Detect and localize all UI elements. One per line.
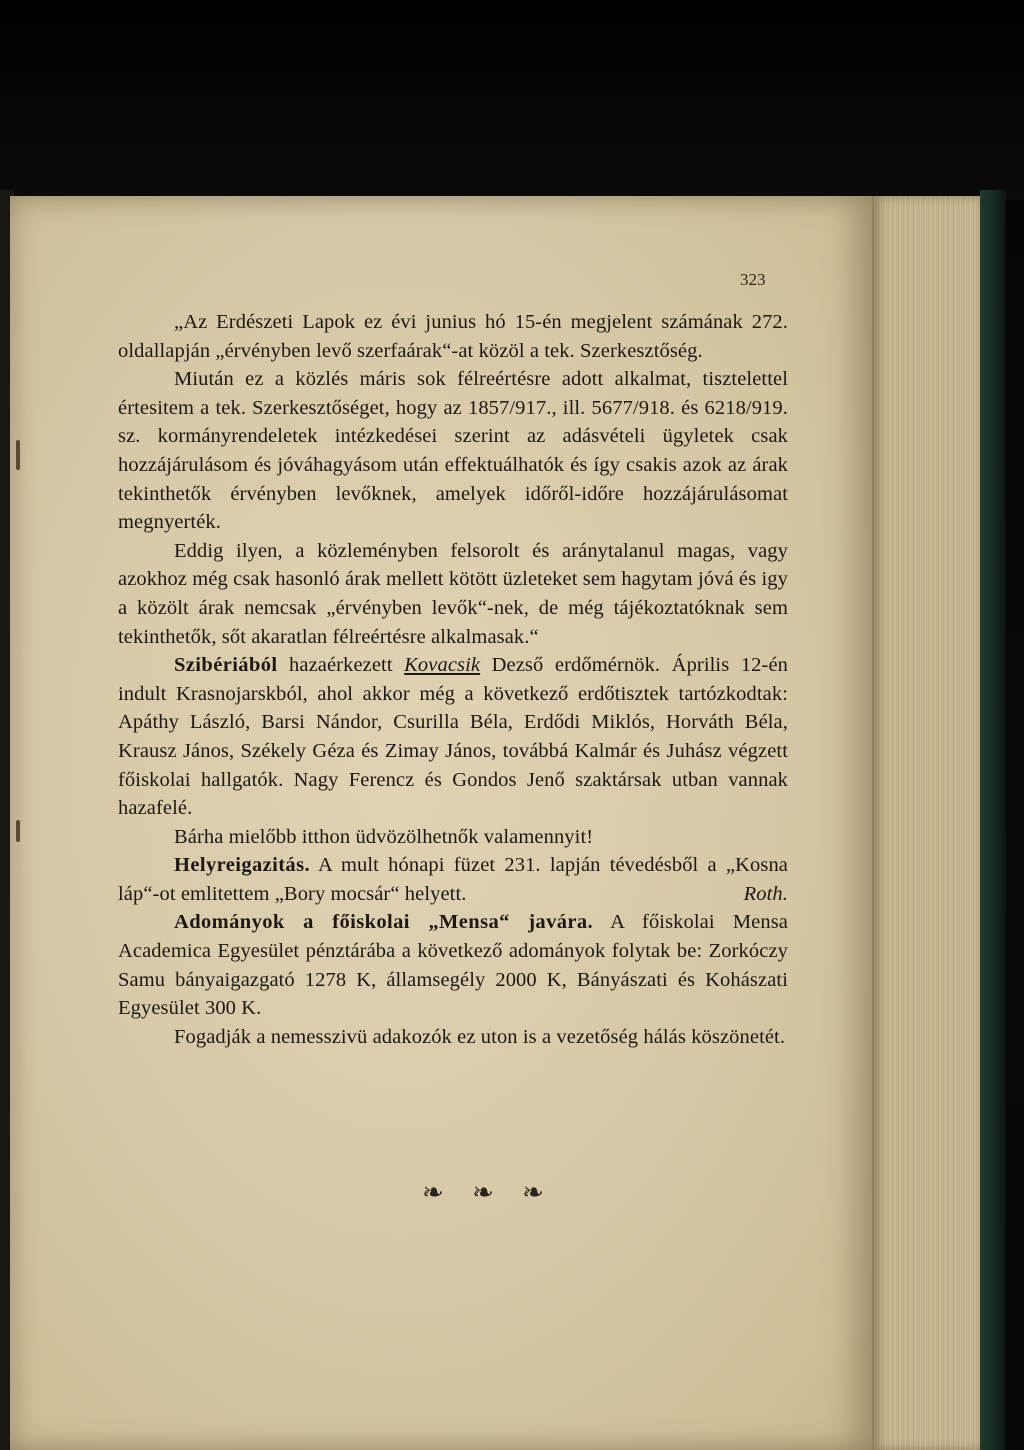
siberia-name: Kovacsik — [404, 654, 481, 677]
siberia-mid: hazaérkezett — [277, 654, 405, 677]
quote-paragraph-1: „Az Erdészeti Lapok ez évi junius hó 15-én megjelent számának 272. oldallapján „érvényben levő szerfaárak“-at közöl a tek. Szerkesztőség. — [118, 311, 788, 362]
siberia-rest: Dezső erdőmérnök. Április 12-én indult Krasnojarskból, ahol akkor még a következő erdőtisztek tartózkodtak: Apáthy László, Barsi Nándor, Csurilla Béla, Erdődi Miklós, Horváth Béla, Krausz János, Székely Géza és Zimay János, továbbá Kalmár és Juhász végzett főiskolai hallgatók. Nagy Ferencz és Gondos Jenő szaktársak utban vannak hazafelé. — [118, 654, 788, 820]
quote-paragraph-2: Miután ez a közlés máris sok félreértésre adott alkalmat, tisztelettel értesitem a tek. Szerkesztőséget, hogy az 1857/917., ill. 5677/918. és 6218/919. sz. kormányrendeletek intézkedései szerint az adásvételi ügyletek csak hozzájárulásom és jóváhagyásom után effektuálhatók és így csakis azok az árak tekinthetők érvényben levőknek, amelyek időről-időre hozzájárulásomat megnyerték. — [118, 368, 788, 534]
quote-paragraph-3: Eddig ilyen, a közleményben felsorolt és aránytalanul magas, vagy azokhoz még csak hasonló árak mellett kötött üzleteket sem hagytam jóvá és igy a közölt árak nemcsak „érvényben levők“-nek, de még tájékoztatóknak sem tekinthetők, sőt akaratlan félreértésre alkalmasak.“ — [118, 539, 788, 648]
ornament-glyphs: ❧ ❧ ❧ — [422, 1178, 554, 1208]
correction-paragraph — [118, 851, 788, 908]
book-cover-edge — [980, 190, 1006, 1450]
thanks-paragraph: Fogadják a nemesszivü adakozók ez uton is a vezetőség hálás köszönetét. — [174, 1025, 786, 1048]
page-mark — [16, 440, 20, 470]
donations-lead: Adományok a főiskolai „Mensa“ javára. — [174, 911, 594, 934]
donations-rest: A főiskolai Mensa Academica Egyesület pénztárába a következő adományok folytak be: Zorkóczy Samu bányaigazgató 1278 K, államsegély 2000 K, Bányászati és Kohászati Egyesület 300 K. — [118, 911, 788, 1020]
article-text — [118, 308, 788, 1051]
correction-lead: Helyreigazitás. — [174, 854, 310, 877]
page-number: 323 — [740, 270, 766, 289]
correction-signature: Roth. — [743, 882, 788, 905]
welcome-paragraph: Bárha mielőbb itthon üdvözölhetnők valamennyit! — [174, 825, 594, 848]
page-mark — [16, 820, 20, 842]
siberia-lead: Szibériából — [174, 654, 278, 677]
donations-paragraph — [118, 908, 788, 1022]
page-stack-edge — [872, 196, 980, 1450]
siberia-paragraph — [118, 651, 788, 823]
correction-rest: A mult hónapi füzet 231. lapján tévedésből a „Kosna láp“-ot emlitettem „Bory mocsár“ helyett. — [118, 854, 788, 905]
dark-background — [0, 0, 1024, 200]
